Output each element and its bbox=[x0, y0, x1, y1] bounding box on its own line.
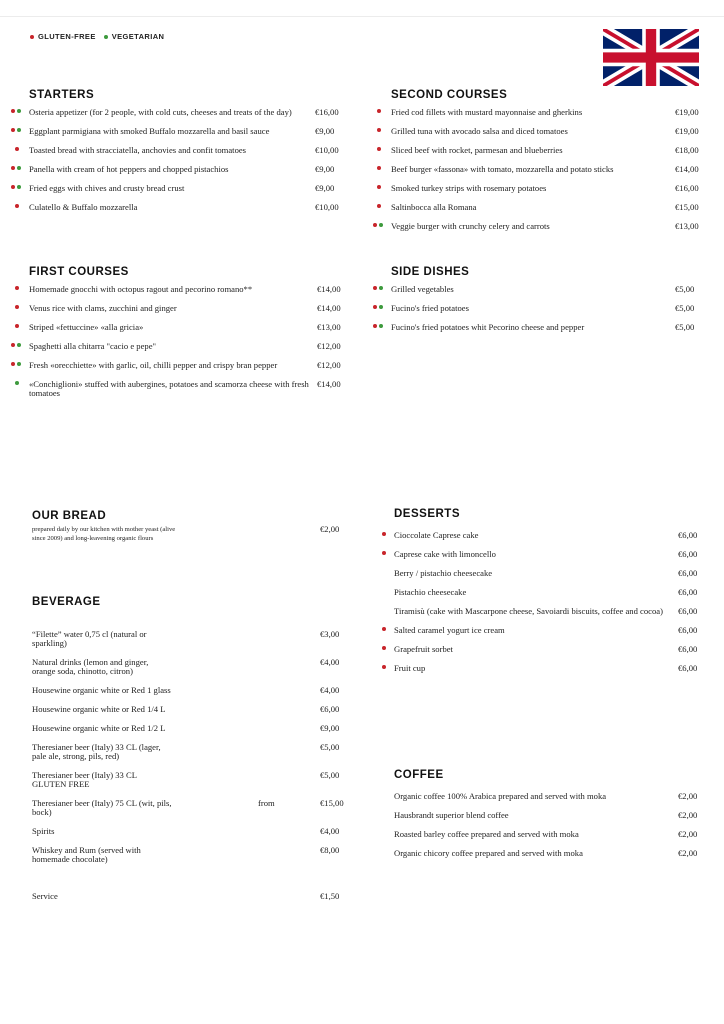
diet-tags bbox=[15, 147, 19, 151]
item-name: Homemade gnocchi with octopus ragout and pecorino romano** bbox=[29, 284, 253, 294]
item-name: Eggplant parmigiana with smoked Buffalo mozzarella and basil sauce bbox=[29, 126, 270, 136]
item-price: €6,00 bbox=[320, 704, 340, 714]
item-name: Fresh «orecchiette» with garlic, oil, chilli pepper and crispy bran pepper bbox=[29, 360, 278, 370]
menu-item bbox=[394, 569, 708, 578]
item-price: €4,00 bbox=[320, 657, 340, 667]
menu-item bbox=[29, 285, 347, 294]
section-title: SECOND COURSES bbox=[391, 89, 508, 101]
item-name: Whiskey and Rum (served with homemade chocolate) bbox=[32, 845, 141, 864]
item-name: Theresianer beer (Italy) 33 CL (lager, pale ale, strong, pils, red) bbox=[32, 742, 161, 761]
item-name: Veggie burger with crunchy celery and carrots bbox=[391, 221, 550, 231]
section-title: OUR BREAD bbox=[32, 510, 107, 522]
diet-tags bbox=[15, 305, 19, 309]
menu-item bbox=[394, 531, 708, 540]
menu-item bbox=[32, 658, 350, 676]
vegetarian-dot-icon bbox=[17, 343, 21, 347]
item-price: €4,00 bbox=[320, 826, 340, 836]
item-name: Theresianer beer (Italy) 75 CL (wit, pils, bock) bbox=[32, 798, 172, 817]
gluten-free-dot-icon bbox=[382, 646, 386, 650]
item-name: Cioccolate Caprese cake bbox=[394, 530, 479, 540]
diet-tags bbox=[377, 166, 381, 170]
item-name: Saltinbocca alla Romana bbox=[391, 202, 477, 212]
item-price: €8,00 bbox=[320, 845, 340, 855]
gluten-free-dot-icon bbox=[382, 665, 386, 669]
item-name: “Filette” water 0,75 cl (natural or sparkling) bbox=[32, 629, 147, 648]
starters-section bbox=[29, 89, 345, 222]
item-name: Grapefruit sorbet bbox=[394, 644, 453, 654]
gluten-free-dot-icon bbox=[15, 305, 19, 309]
menu-item bbox=[32, 827, 350, 836]
menu-item bbox=[394, 811, 708, 820]
item-price: €12,00 bbox=[317, 341, 341, 351]
diet-tags bbox=[11, 109, 21, 113]
beverage-section bbox=[32, 596, 350, 911]
item-price: €10,00 bbox=[315, 202, 339, 212]
coffee-section bbox=[394, 769, 708, 868]
first-courses-section bbox=[29, 266, 347, 408]
vegetarian-dot-icon bbox=[17, 185, 21, 189]
second-courses-section bbox=[391, 89, 705, 241]
bread-section bbox=[32, 510, 350, 553]
gluten-free-dot-icon bbox=[377, 109, 381, 113]
menu-item bbox=[394, 626, 708, 635]
section-title: STARTERS bbox=[29, 89, 95, 101]
menu-item bbox=[32, 846, 350, 864]
section-title: SIDE DISHES bbox=[391, 266, 470, 278]
uk-flag-icon[interactable] bbox=[603, 29, 699, 86]
gluten-free-dot-icon bbox=[377, 204, 381, 208]
item-price: €14,00 bbox=[675, 164, 699, 174]
item-price: €9,00 bbox=[320, 723, 340, 733]
menu-item bbox=[29, 361, 347, 370]
menu-item bbox=[29, 323, 347, 332]
item-name: Organic chicory coffee prepared and served with moka bbox=[394, 848, 583, 858]
vegetarian-dot-icon bbox=[17, 128, 21, 132]
menu-item bbox=[32, 686, 350, 695]
item-name: Organic coffee 100% Arabica prepared and served with moka bbox=[394, 791, 607, 801]
item-price: €13,00 bbox=[317, 322, 341, 332]
diet-tags bbox=[382, 627, 386, 631]
item-name: Roasted barley coffee prepared and served with moka bbox=[394, 829, 579, 839]
item-price: €2,00 bbox=[678, 810, 698, 820]
item-name: Housewine organic white or Red 1 glass bbox=[32, 685, 171, 695]
menu-item bbox=[32, 724, 350, 733]
gluten-free-dot-icon bbox=[382, 627, 386, 631]
vegetarian-label: VEGETARIAN bbox=[111, 32, 165, 41]
gluten-free-dot-icon bbox=[11, 362, 15, 366]
item-price: €5,00 bbox=[675, 303, 695, 313]
gluten-free-dot-icon bbox=[11, 109, 15, 113]
section-title: FIRST COURSES bbox=[29, 266, 129, 278]
item-price: €2,00 bbox=[678, 791, 698, 801]
item-name: Spaghetti alla chitarra "cacio e pepe" bbox=[29, 341, 157, 351]
item-name: Beef burger «fassona» with tomato, mozzarella and potato sticks bbox=[391, 164, 614, 174]
gluten-free-dot-icon bbox=[11, 166, 15, 170]
gluten-free-dot-icon bbox=[373, 223, 377, 227]
diet-tags bbox=[377, 128, 381, 132]
item-name: Housewine organic white or Red 1/4 L bbox=[32, 704, 166, 714]
menu-item bbox=[391, 304, 705, 313]
vegetarian-dot-icon bbox=[104, 35, 108, 39]
vegetarian-dot-icon bbox=[17, 166, 21, 170]
item-price: €6,00 bbox=[678, 568, 698, 578]
item-name: Berry / pistachio cheesecake bbox=[394, 568, 493, 578]
gluten-free-dot-icon bbox=[377, 185, 381, 189]
diet-tags bbox=[382, 646, 386, 650]
gluten-free-dot-icon bbox=[15, 324, 19, 328]
item-price: €5,00 bbox=[320, 742, 340, 752]
item-price: €14,00 bbox=[317, 284, 341, 294]
vegetarian-dot-icon bbox=[379, 324, 383, 328]
item-name: Natural drinks (lemon and ginger, orange soda, chinotto, citron) bbox=[32, 657, 149, 676]
gluten-free-dot-icon bbox=[15, 204, 19, 208]
diet-tags bbox=[11, 185, 21, 189]
diet-tags bbox=[377, 147, 381, 151]
item-price: €19,00 bbox=[675, 126, 699, 136]
vegetarian-dot-icon bbox=[15, 381, 19, 385]
bread-item bbox=[32, 525, 350, 543]
service-row bbox=[32, 892, 350, 901]
gluten-free-dot-icon bbox=[373, 305, 377, 309]
menu-item bbox=[29, 127, 345, 136]
diet-tags bbox=[15, 381, 19, 385]
menu-item bbox=[391, 165, 705, 174]
item-price: €6,00 bbox=[678, 549, 698, 559]
item-name: Grilled tuna with avocado salsa and diced tomatoes bbox=[391, 126, 568, 136]
menu-item bbox=[391, 146, 705, 155]
menu-item bbox=[391, 222, 705, 231]
diet-tags bbox=[373, 286, 383, 290]
diet-tags bbox=[373, 223, 383, 227]
item-name: Panella with cream of hot peppers and chopped pistachios bbox=[29, 164, 229, 174]
gluten-free-dot-icon bbox=[11, 128, 15, 132]
item-price: €6,00 bbox=[678, 644, 698, 654]
menu-item bbox=[29, 108, 345, 117]
menu-item bbox=[394, 792, 708, 801]
item-price: €16,00 bbox=[675, 183, 699, 193]
gluten-free-dot-icon bbox=[11, 185, 15, 189]
menu-item bbox=[29, 146, 345, 155]
menu-item bbox=[29, 342, 347, 351]
item-name: Toasted bread with stracciatella, anchovies and confit tomatoes bbox=[29, 145, 247, 155]
item-name: Sliced beef with rocket, parmesan and blueberries bbox=[391, 145, 563, 155]
item-price: €2,00 bbox=[678, 848, 698, 858]
item-price: €6,00 bbox=[678, 530, 698, 540]
diet-tags bbox=[15, 286, 19, 290]
menu-item bbox=[32, 771, 350, 789]
menu-item bbox=[394, 607, 708, 616]
item-price: €14,00 bbox=[317, 303, 341, 313]
gluten-free-dot-icon bbox=[377, 128, 381, 132]
side-dishes-section bbox=[391, 266, 705, 342]
item-price: €19,00 bbox=[675, 107, 699, 117]
gluten-free-label: GLUTEN-FREE bbox=[38, 32, 96, 41]
menu-item bbox=[32, 743, 350, 761]
menu-item bbox=[394, 550, 708, 559]
item-name: Venus rice with clams, zucchini and ginger bbox=[29, 303, 177, 313]
item-price: €9,00 bbox=[315, 183, 335, 193]
item-name: Fried eggs with chives and crusty bread crust bbox=[29, 183, 185, 193]
item-price: €15,00 bbox=[675, 202, 699, 212]
menu-item bbox=[391, 184, 705, 193]
item-name: Hausbrandt superior blend coffee bbox=[394, 810, 509, 820]
item-name: Grilled vegetables bbox=[391, 284, 454, 294]
diet-tags bbox=[15, 204, 19, 208]
item-price: €12,00 bbox=[317, 360, 341, 370]
menu-item bbox=[29, 165, 345, 174]
gluten-free-dot-icon bbox=[11, 343, 15, 347]
menu-item bbox=[391, 203, 705, 212]
diet-tags bbox=[382, 532, 386, 536]
item-name: Housewine organic white or Red 1/2 L bbox=[32, 723, 166, 733]
item-price: €3,00 bbox=[320, 629, 340, 639]
item-name: Fucino's fried potatoes bbox=[391, 303, 469, 313]
menu-item bbox=[391, 108, 705, 117]
service-price: €1,50 bbox=[320, 891, 340, 901]
item-price: €14,00 bbox=[317, 379, 341, 389]
item-name: Osteria appetizer (for 2 people, with cold cuts, cheeses and treats of the day) bbox=[29, 107, 292, 117]
vegetarian-dot-icon bbox=[379, 223, 383, 227]
vegetarian-dot-icon bbox=[379, 305, 383, 309]
item-name: «Conchiglioni» stuffed with aubergines, potatoes and scamorza cheese with fresh tomatoes bbox=[29, 379, 309, 398]
menu-item bbox=[29, 184, 345, 193]
menu-item bbox=[394, 645, 708, 654]
item-name: Smoked turkey strips with rosemary potatoes bbox=[391, 183, 547, 193]
desserts-section bbox=[394, 508, 708, 683]
item-name: Fucino's fried potatoes whit Pecorino cheese and pepper bbox=[391, 322, 585, 332]
item-name: Theresianer beer (Italy) 33 CL GLUTEN FREE bbox=[32, 770, 137, 789]
diet-tags bbox=[11, 166, 21, 170]
item-name: Caprese cake with limoncello bbox=[394, 549, 496, 559]
diet-tags bbox=[11, 128, 21, 132]
item-price: €9,00 bbox=[315, 164, 335, 174]
gluten-free-dot-icon bbox=[373, 324, 377, 328]
gluten-free-dot-icon bbox=[377, 147, 381, 151]
menu-item bbox=[32, 799, 350, 817]
item-name: Fried cod fillets with mustard mayonnaise and gherkins bbox=[391, 107, 583, 117]
gluten-free-dot-icon bbox=[15, 147, 19, 151]
item-price: €15,00 bbox=[320, 798, 344, 808]
item-price: €16,00 bbox=[315, 107, 339, 117]
section-title: DESSERTS bbox=[394, 508, 460, 520]
item-name: Culatello & Buffalo mozzarella bbox=[29, 202, 138, 212]
item-price: €6,00 bbox=[678, 625, 698, 635]
bread-price: €2,00 bbox=[320, 524, 340, 534]
menu-item bbox=[394, 830, 708, 839]
gluten-free-dot-icon bbox=[377, 166, 381, 170]
menu-item bbox=[391, 323, 705, 332]
item-price: €2,00 bbox=[678, 829, 698, 839]
diet-tags bbox=[373, 305, 383, 309]
gluten-free-dot-icon bbox=[382, 532, 386, 536]
item-name: Fruit cup bbox=[394, 663, 426, 673]
item-price: €6,00 bbox=[678, 606, 698, 616]
price-note: from bbox=[258, 798, 275, 808]
item-name: Tiramisù (cake with Mascarpone cheese, Savoiardi biscuits, coffee and cocoa) bbox=[394, 606, 663, 616]
item-name: Pistachio cheesecake bbox=[394, 587, 467, 597]
item-price: €18,00 bbox=[675, 145, 699, 155]
item-name: Salted caramel yogurt ice cream bbox=[394, 625, 505, 635]
menu-item bbox=[32, 630, 350, 648]
diet-legend bbox=[30, 32, 172, 41]
vegetarian-dot-icon bbox=[17, 362, 21, 366]
item-price: €13,00 bbox=[675, 221, 699, 231]
diet-tags bbox=[377, 185, 381, 189]
gluten-free-dot-icon bbox=[373, 286, 377, 290]
menu-item bbox=[29, 304, 347, 313]
item-price: €6,00 bbox=[678, 663, 698, 673]
diet-tags bbox=[377, 109, 381, 113]
item-price: €5,00 bbox=[320, 770, 340, 780]
diet-tags bbox=[11, 343, 21, 347]
vegetarian-dot-icon bbox=[17, 109, 21, 113]
diet-tags bbox=[382, 551, 386, 555]
diet-tags bbox=[15, 324, 19, 328]
item-name: Striped «fettuccine» «alla gricia» bbox=[29, 322, 144, 332]
menu-item bbox=[394, 849, 708, 858]
item-price: €5,00 bbox=[675, 284, 695, 294]
diet-tags bbox=[382, 665, 386, 669]
diet-tags bbox=[377, 204, 381, 208]
gluten-free-dot-icon bbox=[30, 35, 34, 39]
item-price: €5,00 bbox=[675, 322, 695, 332]
section-title: BEVERAGE bbox=[32, 596, 101, 608]
vegetarian-dot-icon bbox=[379, 286, 383, 290]
item-price: €9,00 bbox=[315, 126, 335, 136]
menu-item bbox=[394, 588, 708, 597]
menu-item bbox=[32, 705, 350, 714]
service-label: Service bbox=[32, 891, 58, 901]
diet-tags bbox=[11, 362, 21, 366]
menu-item bbox=[29, 203, 345, 212]
menu-item bbox=[391, 285, 705, 294]
gluten-free-dot-icon bbox=[382, 551, 386, 555]
bread-description: prepared daily by our kitchen with mother yeast (alive since 2009) and long-leavening organic flours bbox=[32, 526, 176, 542]
diet-tags bbox=[373, 324, 383, 328]
menu-item bbox=[391, 127, 705, 136]
item-price: €10,00 bbox=[315, 145, 339, 155]
item-price: €4,00 bbox=[320, 685, 340, 695]
item-name: Spirits bbox=[32, 826, 55, 836]
item-price: €6,00 bbox=[678, 587, 698, 597]
menu-item bbox=[29, 380, 347, 398]
top-divider bbox=[0, 16, 724, 17]
section-title: COFFEE bbox=[394, 769, 444, 781]
menu-item bbox=[394, 664, 708, 673]
gluten-free-dot-icon bbox=[15, 286, 19, 290]
